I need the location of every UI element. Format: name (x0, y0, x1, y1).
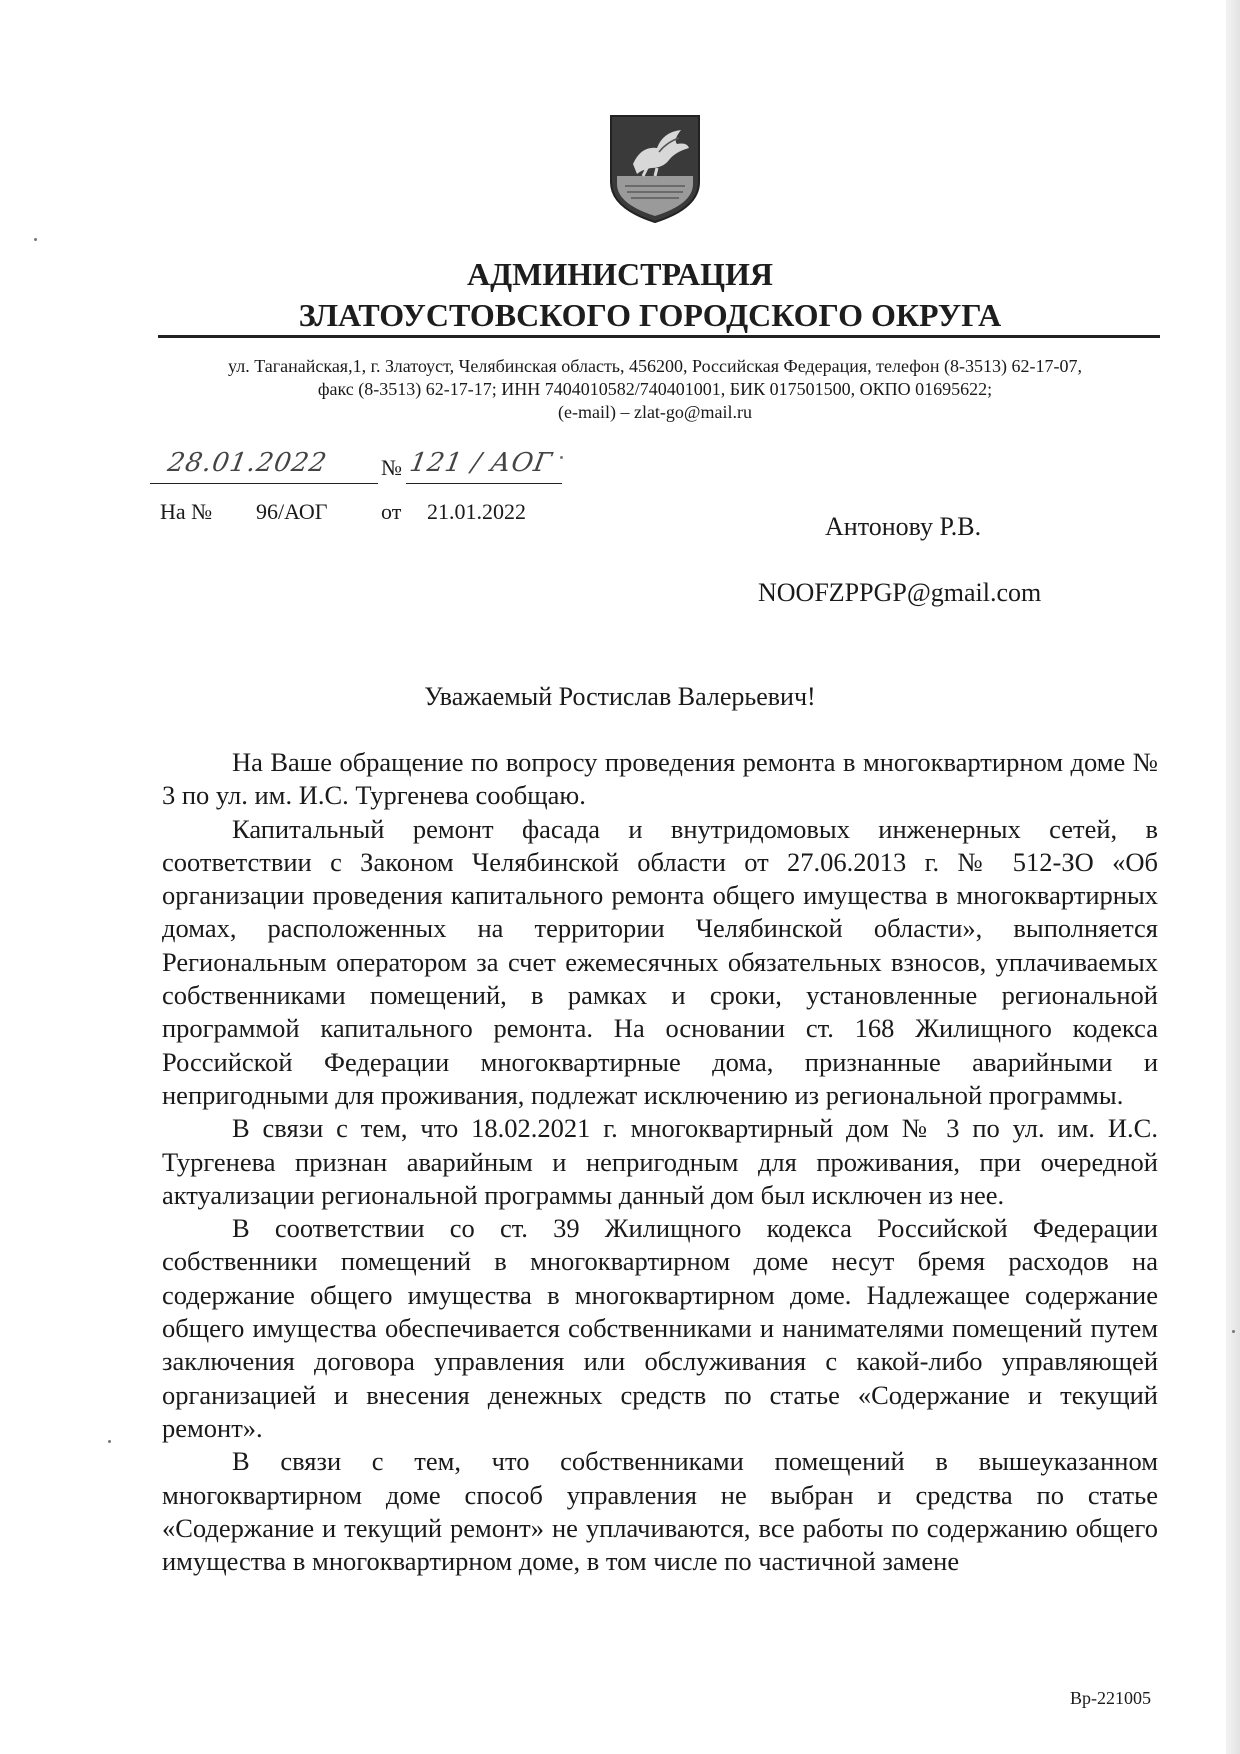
paragraph: В связи с тем, что собственниками помещений в вышеуказанном многоквартирном доме способ управления не выбран и средства по статье «Содержание и текущий ремонт» не уплачиваются, все работы по содержанию общего имущества в многоквартирном доме, в том числе по частичной замене (162, 1446, 1158, 1577)
contact-email-line: (e-mail) – zlat-go@mail.ru (557, 402, 752, 422)
reference-number: 96/АОГ (256, 499, 328, 524)
handwritten-date: 28.01.2022 (165, 448, 330, 478)
contact-address-line: ул. Таганайская,1, г. Златоуст, Челябинская область, 456200, Российская Федерация, телефон (8-3513) 62-17-07, (228, 356, 1082, 376)
scan-speck (34, 238, 37, 241)
paragraph: В соответствии со ст. 39 Жилищного кодекса Российской Федерации собственники помещений в многоквартирном доме несут бремя расходов на содержание общего имущества в многоквартирном доме. Надлежащее содержание общего имущества обеспечивается собственниками и нанимателями помещений путем заключения договора управления или обслуживания с какой-либо управляющей организацией и внесения денежных средств по статье «Содержание и текущий ремонт». (162, 1213, 1158, 1443)
contact-fax-line: факс (8-3513) 62-17-17; ИНН 7404010582/740401001, БИК 017501500, ОКПО 01695622; (317, 379, 993, 399)
org-title-line1: АДМИНИСТРАЦИЯ (467, 256, 773, 292)
header-divider (158, 335, 1160, 338)
scan-speck (560, 456, 563, 459)
paragraph: В связи с тем, что 18.02.2021 г. многоквартирный дом № 3 по ул. им. И.С. Тургенева признан аварийным и непригодным для проживания, при очередной актуализации региональной программы данный дом был исключен из нее. (162, 1113, 1158, 1210)
number-label: № (381, 455, 402, 480)
paragraph: Капитальный ремонт фасада и внутридомовых инженерных сетей, в соответствии с Законом Челябинской области от 27.06.2013 г. № 512-ЗО «Об организации проведения капитального ремонта общего имущества в многоквартирных домах, расположенных на территории Челябинской области», выполняется Региональным оператором за счет ежемесячных обязательных взносов, уплачиваемых собственниками помещений, в рамках и сроки, установленные региональной программой капитального ремонта. На основании ст. 168 Жилищного кодекса Российской Федерации многоквартирные дома, признанные аварийными и непригодными для проживания, подлежат исключению из региональной программы. (162, 813, 1158, 1110)
paragraph: На Ваше обращение по вопросу проведения ремонта в многоквартирном доме № 3 по ул. им. И.С. Тургенева сообщаю. (162, 747, 1158, 811)
reference-label: На № (160, 499, 213, 524)
scan-speck (1232, 1330, 1235, 1333)
handwritten-number: 121 / АОГ (407, 448, 555, 478)
recipient-name: Антонову Р.В. (825, 512, 982, 541)
number-underline (406, 483, 562, 484)
letter-body (162, 746, 1158, 1578)
date-underline (150, 483, 378, 484)
salutation: Уважаемый Ростислав Валерьевич! (424, 682, 816, 711)
org-title-line2: ЗЛАТОУСТОВСКОГО ГОРОДСКОГО ОКРУГА (298, 297, 1002, 333)
document-code: Вр-221005 (1070, 1688, 1151, 1708)
contact-block (150, 355, 1160, 424)
reference-from-label: от (381, 499, 402, 524)
scan-speck (108, 1440, 111, 1443)
coat-of-arms-emblem (607, 112, 703, 226)
reference-date: 21.01.2022 (427, 499, 526, 524)
recipient-email: NOOFZPPGP@gmail.com (758, 578, 1042, 607)
